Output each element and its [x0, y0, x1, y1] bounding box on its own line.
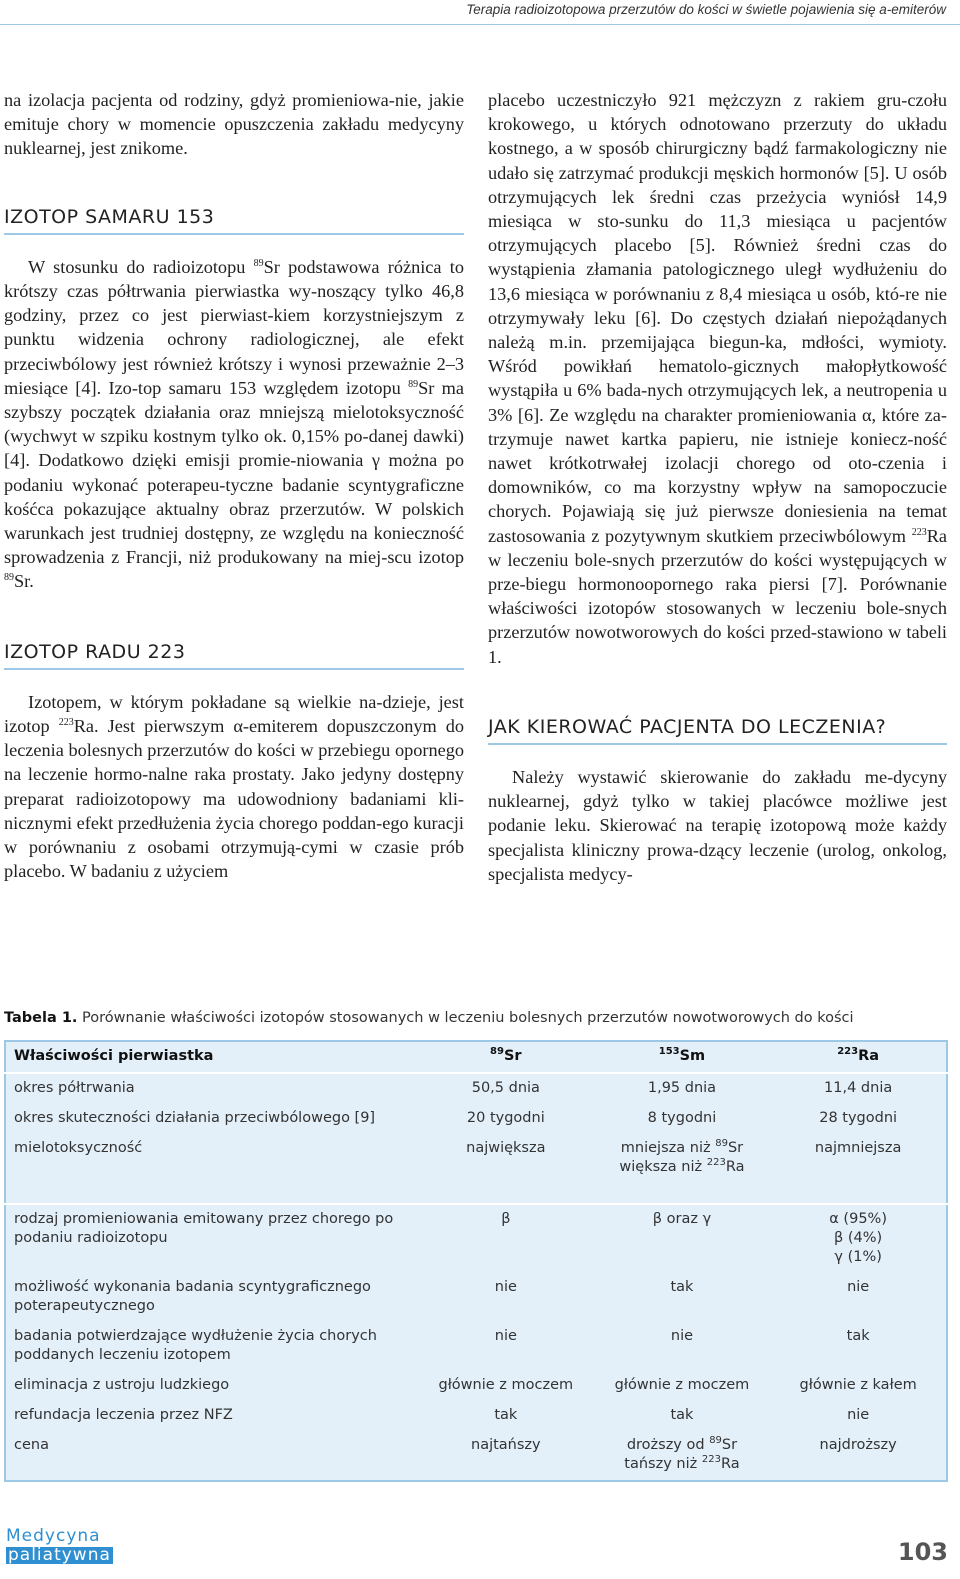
journal-logo — [6, 1528, 113, 1564]
running-title: Terapia radioizotopowa przerzutów do kości w świetle pojawienia się a-emiterów — [466, 2, 946, 17]
table-header-cell: $^{223}$Ra — [770, 1041, 947, 1073]
table-row: refundacja leczenia przez NFZ tak tak nie — [14, 1407, 870, 1423]
logo-line2: paliatywna — [8, 1545, 111, 1565]
paragraph: na izolacja pacjenta od rodziny, gdyż promieniowa-nie, jakie emituje chory w momencie opuszczenia zakładu medycyny nuklearnej, jest znikome. — [4, 90, 464, 159]
running-header — [0, 0, 960, 25]
table-row: rodzaj promieniowania emitowany przez chorego po podaniu radioizotopu β β oraz γ α (95%) β (4%) γ (1%) — [14, 1211, 887, 1265]
section-heading-radium: IZOTOP RADU 223 — [4, 640, 464, 670]
section-heading-referral: JAK KIEROWAĆ PACJENTA DO LECZENIA? — [488, 715, 947, 745]
page-number: 103 — [897, 1538, 948, 1566]
table-row: eliminacja z ustroju ludzkiego głównie z moczem głównie z moczem głównie z kałem — [14, 1377, 917, 1393]
paragraph: Izotopem, w którym pokładane są wielkie na-dzieje, jest izotop $^{223}$Ra. Jest pierwszym α-emiterem dopuszczonym do leczenia bolesnych przerzutów do kości w przebiegu opornego na leczenie hormo-nalne raka prostaty. Jako jedyny dostępny preparat radioizotopowy ma udowodniony badaniami kli-nicznymi efekt przedłużenia życia chorego poddan-ego kuracji w porównaniu z osobami otrzymują-cymi w czasie prób placebo. W badaniu z użyciem — [4, 691, 465, 882]
table-row: okres półtrwania 50,5 dnia 1,95 dnia 11,4 dnia — [14, 1080, 893, 1096]
table-row: badania potwierdzające wydłużenie życia chorych poddanych leczeniu izotopem nie nie tak — [14, 1328, 870, 1363]
paragraph: Należy wystawić skierowanie do zakładu me-dycyny nuklearnej, gdyż tylko w takiej placówce możliwe jest podanie leku. Skierować na terapię izotopową może każdy specjalista kliniczny prowa-dzący leczenie (urolog, onkolog, specjalista medycy- — [488, 767, 947, 884]
right-column — [488, 88, 947, 886]
isotope-comparison-table — [4, 1040, 948, 1482]
table-caption: Tabela 1. Porównanie właściwości izotopów stosowanych w leczeniu bolesnych przerzutów nowotworowych do kości — [4, 1010, 854, 1026]
paragraph: W stosunku do radioizotopu $^{89}$Sr podstawowa różnica to krótszy czas półtrwania pierwiastka wy-noszący tylko 46,8 godziny, przez co jest pierwiast-kiem korzystniejszym z punktu widzenia ochrony radiologicznej, ale efekt przeciwbólowy jest również krótszy i wynosi przeważnie 2–3 miesiące [4]. Izo-top samaru 153 względem izotopu $^{89}$Sr ma szybszy początek działania oraz mniejszą mielotoksyczność (wychwyt w szpiku kostnym tylko ok. 0,15% po-danej dawki) [4]. Dodatkowo dzięki emisji promie-niowania γ można po podaniu wykonać poterapeu-tyczne badanie scyntygraficzne kośćca pokazujące aktualny obraz przerzutów. W polskich warunkach jest trudniej dostępny, ze względu na konieczność sprowadzenia z Francji, niż produkowany na miej-scu izotop $^{89}$Sr. — [4, 256, 464, 592]
left-column — [4, 88, 464, 883]
logo-line1: Medycyna — [6, 1526, 101, 1546]
table-row: mielotoksyczność największa mniejsza niż $^{89}$Sr większa niż $^{223}$Ra najmniejsza — [5, 1134, 947, 1204]
table-header-cell: $^{153}$Sm — [594, 1041, 771, 1073]
section-heading-samarium: IZOTOP SAMARU 153 — [4, 205, 464, 235]
table-row: cena najtańszy droższy od $^{89}$Sr tańszy niż $^{223}$Ra najdroższy — [14, 1435, 897, 1472]
table-header-cell: Właściwości pierwiastka — [5, 1041, 418, 1073]
table-row: okres skuteczności działania przeciwbólowego [9] 20 tygodni 8 tygodni 28 tygodni — [14, 1110, 898, 1126]
table-header-cell: $^{89}$Sr — [418, 1041, 594, 1073]
paragraph: placebo uczestniczyło 921 mężczyzn z rakiem gru-czołu krokowego, u których odnotowano przerzuty do układu kostnego, a w sposób chirurgiczny bądź farmakologiczny nie udało się zatrzymać produkcji męskich hormonów [5]. U osób otrzymujących lek średni czas przeżycia wyniósł 14,9 miesiąca w sto-sunku do 11,3 miesiąca u pacjentów otrzymujących placebo [5]. Również średni czas do wystąpienia złamania patologicznego uległ wydłużeniu do 13,6 miesiąca w porównaniu z 8,4 miesiąca u osób, któ-re nie otrzymywały leku [6]. Do częstych działań niepożądanych należą m.in. przemijająca biegun-ka, mdłości, wymioty. Wśród powikłań hematolo-gicznych małopłytkowość wystąpiła u 6% bada-nych otrzymujących lek, a neutropenia u 3% [6]. Ze względu na charakter promieniowania α, które za-trzymuje nawet kartka papieru, nie istnieje koniecz-ność nawet krótkotrwałej izolacji chorego od oto-czenia i domowników, co ma korzystny wpływ na samopoczucie chorych. Pojawiają się już pierwsze doniesienia na temat zastosowania z pozytywnym skutkiem przeciwbólowym $^{223}$Ra w leczeniu bole-snych przerzutów do kości występujących w prze-biegu hormonoopornego raka piersi [7]. Porównanie właściwości izotopów stosowanych w leczeniu bole-snych przerzutów nowotworowych do kości przed-stawiono w tabeli 1. — [488, 90, 947, 667]
table-row: możliwość wykonania badania scyntygraficznego poterapeutycznego nie tak nie — [14, 1279, 870, 1314]
table-header-row — [5, 1041, 947, 1073]
